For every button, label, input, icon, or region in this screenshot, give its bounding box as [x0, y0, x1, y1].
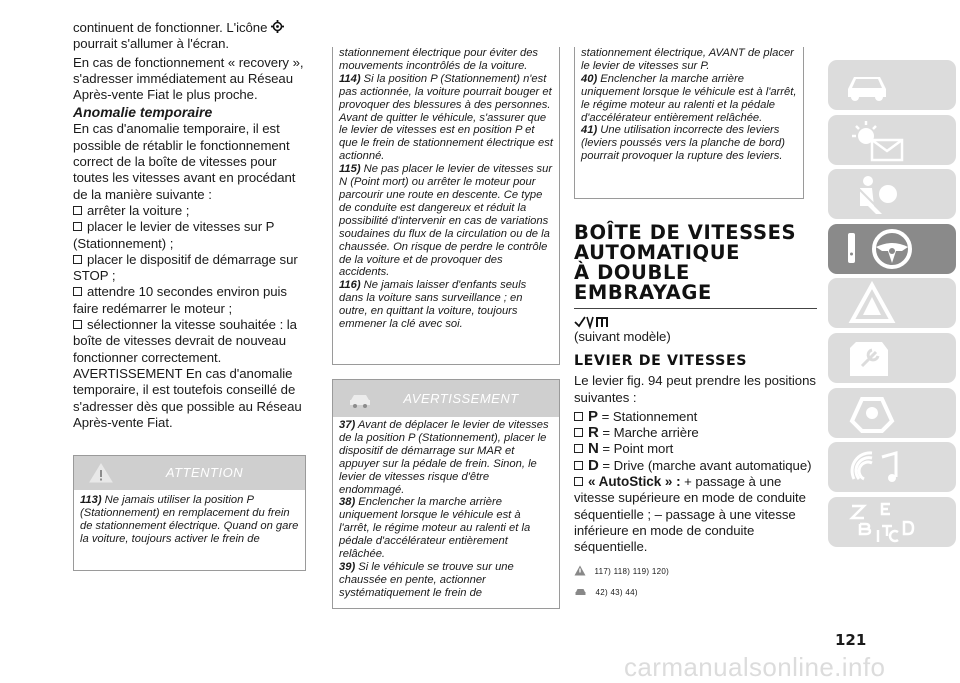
- avertissement-references: [574, 583, 817, 601]
- checkbox-bullet-icon: [73, 222, 82, 231]
- warning-box-continued: [332, 47, 560, 365]
- sidebar-tab-vehicle[interactable]: [828, 60, 956, 110]
- note: 115) Ne pas placer le levier de vitesses sur N (Point mort) ou arrêter le moteur pour parcourir une route en descente. Ce type de conduite est dangereux et réduit la possibilité d'intervenir en cas de variations soudaines du flux de la circulation ou de la chaussée. On risque de perdre le contrôle de la voiture et de provoquer des accidents.: [339, 163, 553, 279]
- technical-data-icon: [842, 391, 902, 435]
- sidebar-tab-dashboard[interactable]: [828, 115, 956, 165]
- column-right: [574, 47, 817, 601]
- list-item: N = Point mort: [574, 441, 817, 457]
- list-item: R = Marche arrière: [574, 425, 817, 441]
- car-icon: [842, 63, 892, 107]
- service-wrench-icon: [842, 336, 902, 380]
- avertissement-header: [333, 380, 559, 417]
- checkbox-bullet-icon: [73, 287, 82, 296]
- section-title: LEVIER DE VITESSES: [574, 353, 748, 370]
- list-item: D = Drive (marche avant automatique): [574, 458, 817, 474]
- text: continuent de fonctionner. L'icône: [73, 20, 268, 35]
- bullet-list: [73, 203, 306, 366]
- attention-box: [73, 455, 306, 571]
- list-item: P = Stationnement: [574, 409, 817, 425]
- emergency-triangle-icon: [842, 281, 902, 325]
- sidebar-tab-index[interactable]: [828, 497, 956, 547]
- index-icon: [842, 500, 922, 544]
- title-line: BOÎTE DE VITESSES: [574, 221, 797, 244]
- note: 38) Enclencher la marche arrière uniquement lorsque le véhicule est à l'arrêt, le régime moteur au ralenti et la pédale d'accélérateur entièrement relâchée.: [339, 496, 531, 561]
- note-text: stationnement électrique pour éviter des mouvements incontrôlés de la voiture.: [339, 47, 539, 72]
- checkbox-bullet-icon: [574, 412, 583, 421]
- sidebar-tab-technical-data[interactable]: [828, 388, 956, 438]
- chapter-sidebar: [828, 60, 956, 551]
- sidebar-tab-maintenance[interactable]: [828, 333, 956, 383]
- seatbelt-airbag-icon: [842, 172, 902, 216]
- column-left: [73, 20, 306, 571]
- note: 114) Si la position P (Stationnement) n'est pas actionnée, la voiture pourrait bouger et provoquer des blessures à des personnes. Avant de quitter le véhicule, s'assurer que le levier de vitesses est en position P et que le frein de stationnement électrique est actionné.: [339, 72, 553, 163]
- note-number: 113): [80, 494, 102, 507]
- checkbox-bullet-icon: [574, 444, 583, 453]
- chapter-title: [574, 223, 817, 303]
- column-middle: [332, 47, 560, 609]
- version-icon: [574, 315, 612, 329]
- paragraph: [73, 20, 306, 53]
- list-item: sélectionner la vitesse souhaitée : la boîte de vitesses devrait de nouveau fonctionner correctement.: [73, 317, 297, 365]
- divider: [574, 308, 817, 309]
- paragraph: En cas d'anomalie temporaire, il est possible de rétablir le fonctionnement correct de la boîte de vitesses pour toutes les vitesses avant en procédant de la manière suivante :: [73, 121, 296, 202]
- paragraph: AVERTISSEMENT En cas d'anomalie temporaire, il est toutefois conseillé de s'adresser dès que possible au Réseau Après-vente Fiat.: [73, 365, 302, 430]
- checkbox-bullet-icon: [73, 206, 82, 215]
- list-item: « AutoStick » : + passage à une vitesse supérieure en mode de conduite séquentielle ; – passage à une vitesse inférieure en mode de conduite séquentielle.: [574, 474, 806, 555]
- title-line: À DOUBLE: [574, 261, 690, 284]
- list-item: placer le levier de vitesses sur P (Stationnement) ;: [73, 219, 275, 251]
- note: 39) Si le véhicule se trouve sur une chaussée en pente, actionner systématiquement le frein de: [339, 560, 514, 599]
- sidebar-tab-safety[interactable]: [828, 169, 956, 219]
- paragraph: En cas de fonctionnement « recovery », s'adresser immédiatement au Réseau Après-vente Fiat le plus proche.: [73, 54, 304, 103]
- note: 40) Enclencher la marche arrière uniquement lorsque le véhicule est à l'arrêt, le régime moteur au ralenti et la pédale d'accélérateur entièrement relâchée.: [581, 72, 797, 124]
- warning-references: [574, 562, 817, 580]
- attention-body: [74, 490, 305, 552]
- model-note: (suivant modèle): [574, 329, 671, 344]
- checkbox-bullet-icon: [574, 461, 583, 470]
- attention-header: [74, 456, 305, 490]
- note-text: stationnement électrique, AVANT de placer le levier de vitesses sur P.: [581, 47, 794, 72]
- page-number: 121: [835, 631, 867, 649]
- avertissement-label: AVERTISSEMENT: [403, 391, 519, 406]
- section-heading: Anomalie temporaire: [73, 104, 213, 121]
- car-lift-icon: [574, 586, 587, 597]
- title-line: EMBRAYAGE: [574, 281, 712, 304]
- note: 116) Ne jamais laisser d'enfants seuls dans la voiture sans surveillance ; en outre, en quittant la voiture, toujours emmener la clé avec soi.: [339, 279, 527, 331]
- text: pourrait s'allumer à l'écran.: [73, 36, 230, 52]
- attention-label: ATTENTION: [165, 465, 244, 481]
- gearbox-failure-icon: [271, 20, 284, 33]
- position-list: [574, 409, 817, 556]
- list-item: attendre 10 secondes environ puis faire redémarrer le moteur ;: [73, 284, 287, 316]
- checkbox-bullet-icon: [574, 428, 583, 437]
- warning-triangle-icon: [574, 565, 586, 576]
- warning-lights-icon: [842, 118, 912, 162]
- list-item: arrêter la voiture ;: [73, 203, 306, 219]
- avertissement-box-continued: [574, 47, 804, 199]
- checkbox-bullet-icon: [574, 477, 583, 486]
- checkbox-bullet-icon: [73, 255, 82, 264]
- reference-numbers: 42) 43) 44): [595, 587, 638, 597]
- list-item: placer le dispositif de démarrage sur STOP ;: [73, 251, 298, 284]
- note-text: Ne jamais utiliser la position P (Stationnement) en remplacement du frein de stationnement électrique. Quand on gare la voiture, toujours activer le frein de: [80, 494, 299, 545]
- title-line: AUTOMATIQUE: [574, 241, 741, 264]
- avertissement-box: [332, 379, 560, 609]
- note: 41) Une utilisation incorrecte des leviers (leviers poussés vers la planche de bord) pourrait provoquer la rupture des leviers.: [581, 124, 785, 163]
- paragraph: Le levier fig. 94 peut prendre les positions suivantes :: [574, 373, 816, 405]
- watermark: carmanualsonline.info: [624, 652, 886, 682]
- multimedia-icon: [842, 445, 912, 489]
- checkbox-bullet-icon: [73, 320, 82, 329]
- sidebar-tab-driving[interactable]: [828, 224, 956, 274]
- reference-numbers: 117) 118) 119) 120): [594, 566, 670, 576]
- key-steering-wheel-icon: [842, 227, 922, 271]
- note: 37) Avant de déplacer le levier de vitesses de la position P (Stationnement), placer le dispositif de démarrage sur MAR et appuyer sur la pédale de frein. Sinon, le levier de vitesses risque d'être endommagé.: [339, 419, 549, 496]
- avertissement-body: [333, 417, 559, 606]
- sidebar-tab-emergency[interactable]: [828, 278, 956, 328]
- sidebar-tab-multimedia[interactable]: [828, 442, 956, 492]
